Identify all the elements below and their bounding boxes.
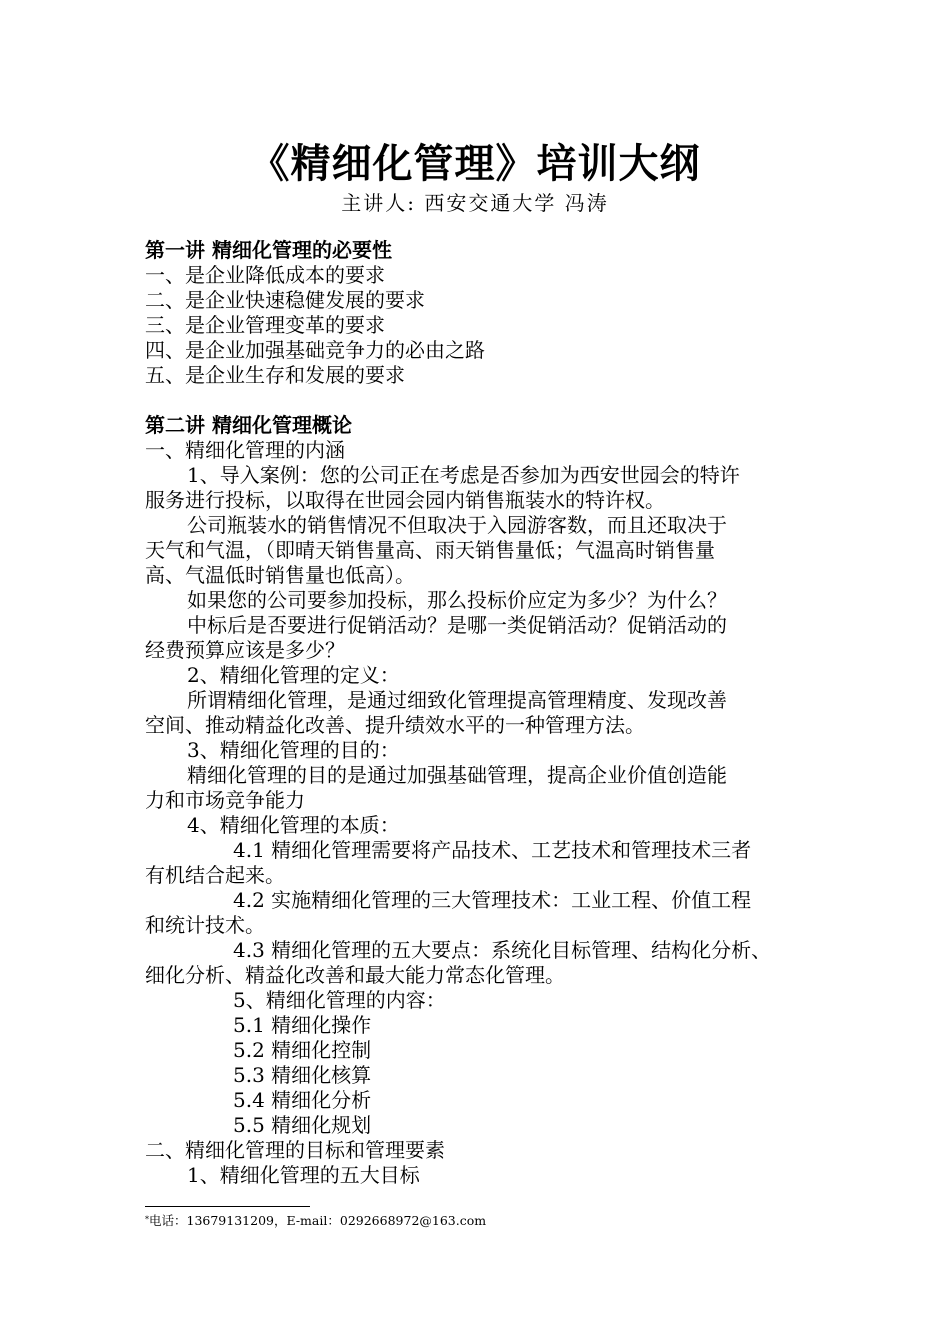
purpose-line: 力和市场竞争能力 (145, 788, 305, 812)
lecture1-item: 一、是企业降低成本的要求 (145, 263, 385, 287)
content-item: 5.5 精细化规划 (233, 1113, 372, 1137)
definition-line: 空间、推动精益化改善、提升绩效水平的一种管理方法。 (145, 713, 645, 737)
document-subtitle: 主讲人: 西安交通大学 冯涛 (341, 191, 609, 215)
lecture1-item: 二、是企业快速稳健发展的要求 (145, 288, 425, 312)
subsection-heading: 5、精细化管理的内容： (233, 988, 446, 1012)
content-item: 5.2 精细化控制 (233, 1038, 372, 1062)
lecture1-item: 五、是企业生存和发展的要求 (145, 363, 405, 387)
lecture1-item: 四、是企业加强基础竞争力的必由之路 (145, 338, 485, 362)
essence-line: 有机结合起来。 (145, 863, 285, 887)
subsection-heading: 3、精细化管理的目的： (187, 738, 400, 762)
case-paragraph-line: 中标后是否要进行促销活动？是哪一类促销活动？促销活动的 (187, 613, 727, 637)
essence-line: 4.2 实施精细化管理的三大管理技术：工业工程、价值工程 (233, 888, 752, 912)
case-paragraph-line: 经费预算应该是多少？ (145, 638, 345, 662)
case-paragraph-line: 服务进行投标，以取得在世园会园内销售瓶装水的特许权。 (145, 488, 665, 512)
case-paragraph-line: 高、气温低时销售量也低高）。 (145, 563, 415, 587)
definition-line: 所谓精细化管理，是通过细致化管理提高管理精度、发现改善 (187, 688, 727, 712)
footnote-text: 电话：13679131209，E-mail：0292668972@163.com (149, 1213, 487, 1228)
subsection-heading: 1、精细化管理的五大目标 (187, 1163, 420, 1187)
lecture1-item: 三、是企业管理变革的要求 (145, 313, 385, 337)
section-heading: 一、精细化管理的内涵 (145, 438, 345, 462)
subsection-heading: 4、精细化管理的本质： (187, 813, 400, 837)
case-paragraph-line: 天气和气温，（即晴天销售量高、雨天销售量低；气温高时销售量 (145, 538, 715, 562)
lecture2-heading: 第二讲 精细化管理概论 (145, 413, 352, 437)
content-item: 5.4 精细化分析 (233, 1088, 372, 1112)
lecture1-heading: 第一讲 精细化管理的必要性 (145, 238, 392, 262)
case-paragraph-line: 如果您的公司要参加投标，那么投标价应定为多少？为什么？ (187, 588, 727, 612)
essence-line: 4.1 精细化管理需要将产品技术、工艺技术和管理技术三者 (233, 838, 752, 862)
subsection-heading: 2、精细化管理的定义： (187, 663, 400, 687)
content-item: 5.1 精细化操作 (233, 1013, 372, 1037)
section-spacer (145, 388, 827, 413)
essence-line: 4.3 精细化管理的五大要点：系统化目标管理、结构化分析、 (233, 938, 772, 962)
document-body (145, 238, 827, 1188)
document-title: 《精细化管理》培训大纲 (249, 140, 701, 187)
footnote (145, 1212, 486, 1229)
footnote-divider (145, 1206, 310, 1207)
content-item: 5.3 精细化核算 (233, 1063, 372, 1087)
essence-line: 和统计技术。 (145, 913, 265, 937)
section-heading: 二、精细化管理的目标和管理要素 (145, 1138, 445, 1162)
footnote-marker: * (145, 1215, 149, 1224)
case-paragraph-line: 1、导入案例：您的公司正在考虑是否参加为西安世园会的特许 (187, 463, 740, 487)
case-paragraph-line: 公司瓶装水的销售情况不但取决于入园游客数，而且还取决于 (187, 513, 727, 537)
purpose-line: 精细化管理的目的是通过加强基础管理，提高企业价值创造能 (187, 763, 727, 787)
essence-line: 细化分析、精益化改善和最大能力常态化管理。 (145, 963, 565, 987)
